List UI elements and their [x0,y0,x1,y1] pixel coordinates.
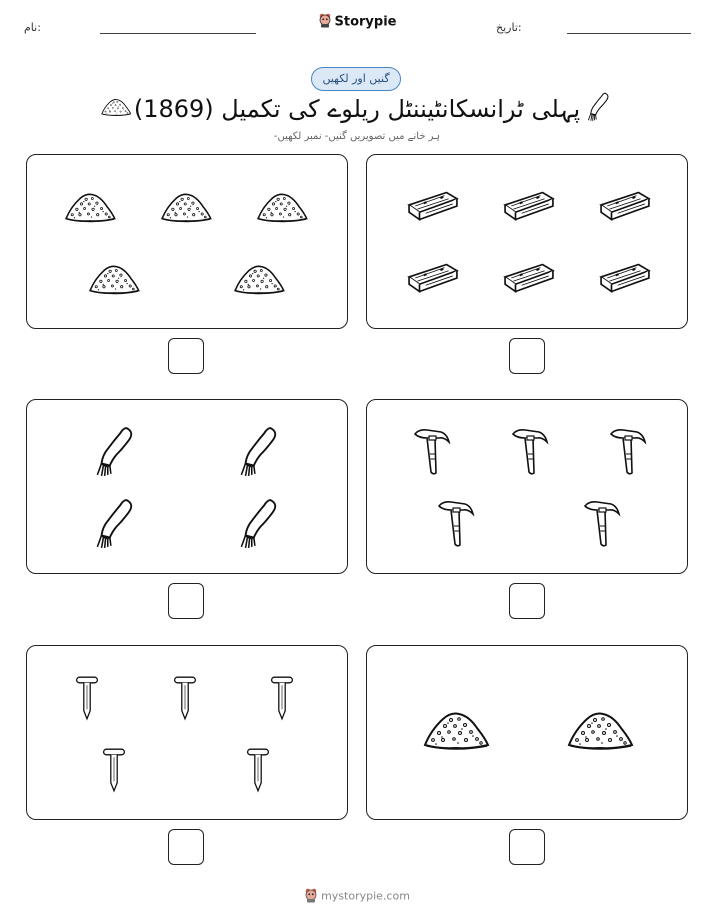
gravel-pile-icon [159,187,213,227]
date-line[interactable] [567,33,691,34]
brand-logo [0,12,714,32]
answer-box-1[interactable] [168,338,204,374]
footer-url[interactable]: mystorypie.com [321,889,410,903]
gravel-pile-icon [232,259,286,299]
work-glove-icon [89,498,139,550]
railroad-spike-icon [173,670,197,726]
gravel-pile-icon [87,259,141,299]
footer [0,887,714,906]
counting-panel-2 [366,154,688,329]
work-glove-icon [89,426,139,478]
railroad-tie-icon [599,189,651,223]
hammer-icon [435,498,475,548]
work-glove-icon [233,498,283,550]
railroad-tie-icon [599,261,651,295]
railroad-spike-icon [75,670,99,726]
work-glove-icon [233,426,283,478]
mascot-icon [304,887,318,906]
answer-box-2[interactable] [509,338,545,374]
hammer-icon [509,426,549,476]
railroad-spike-icon [270,670,294,726]
date-label: تاریخ: [496,21,522,34]
instruction-badge: گنیں اور لکھیں [311,67,401,91]
railroad-tie-icon [407,189,459,223]
counting-panel-5 [26,645,348,820]
instructions-text: ہر خانے میں تصویریں گنیں- نمبر لکھیں- [273,131,441,142]
railroad-tie-icon [503,189,555,223]
gravel-pile-icon [63,187,117,227]
gravel-pile-icon [421,706,491,754]
gravel-pile-icon [565,706,635,754]
name-label: نام: [24,21,41,34]
hammer-icon [607,426,647,476]
name-line[interactable] [100,33,256,34]
brand-name: Storypie [334,14,397,30]
answer-box-3[interactable] [168,583,204,619]
railroad-tie-icon [407,261,459,295]
counting-panel-6 [366,645,688,820]
railroad-tie-icon [503,261,555,295]
railroad-spike-icon [102,742,126,798]
page-title: پہلی ٹرانسکانٹیننٹل ریلوے کی تکمیل (1869) [133,95,581,123]
hammer-icon [581,498,621,548]
answer-box-4[interactable] [509,583,545,619]
gravel-pile-icon [255,187,309,227]
railroad-spike-icon [246,742,270,798]
hammer-icon [411,426,451,476]
answer-box-5[interactable] [168,829,204,865]
mascot-icon [318,12,332,32]
counting-panel-3 [26,399,348,574]
answer-box-6[interactable] [509,829,545,865]
counting-panel-4 [366,399,688,574]
counting-panel-1 [26,154,348,329]
